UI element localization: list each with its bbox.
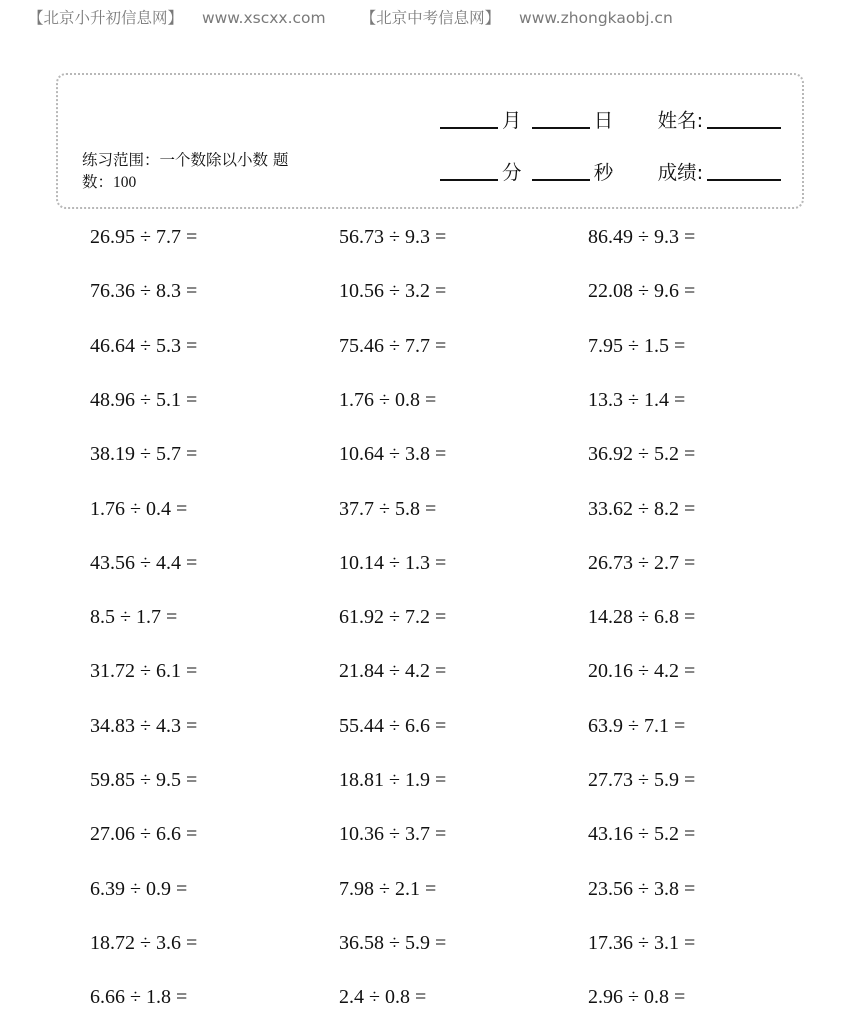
problem-item: 2.96 ÷ 0.8 = xyxy=(588,986,686,1008)
problem-item: 23.56 ÷ 3.8 = xyxy=(588,878,696,900)
problem-item: 56.73 ÷ 9.3 = xyxy=(339,226,447,248)
problem-item: 17.36 ÷ 3.1 = xyxy=(588,932,696,954)
problem-item: 55.44 ÷ 6.6 = xyxy=(339,715,447,737)
problem-item: 61.92 ÷ 7.2 = xyxy=(339,606,447,628)
problem-item: 76.36 ÷ 8.3 = xyxy=(90,280,198,302)
day-label: 日 xyxy=(593,109,614,132)
month-label: 月 xyxy=(502,109,522,132)
name-label: 姓名: xyxy=(657,109,704,132)
problem-item: 18.81 ÷ 1.9 = xyxy=(339,769,447,791)
score-label: 成绩: xyxy=(657,161,704,184)
problem-item: 18.72 ÷ 3.6 = xyxy=(90,932,198,954)
problem-item: 6.66 ÷ 1.8 = xyxy=(90,986,188,1008)
problem-item: 10.64 ÷ 3.8 = xyxy=(339,443,447,465)
problem-item: 34.83 ÷ 4.3 = xyxy=(90,715,198,737)
problem-item: 27.06 ÷ 6.6 = xyxy=(90,823,198,845)
problem-item: 7.98 ÷ 2.1 = xyxy=(339,878,437,900)
problem-item: 2.4 ÷ 0.8 = xyxy=(339,986,427,1008)
problem-item: 10.14 ÷ 1.3 = xyxy=(339,552,447,574)
problem-item: 7.95 ÷ 1.5 = xyxy=(588,335,686,357)
problem-item: 75.46 ÷ 7.7 = xyxy=(339,335,447,357)
problem-item: 14.28 ÷ 6.8 = xyxy=(588,606,696,628)
site2-url: www.zhongkaobj.cn xyxy=(519,9,673,27)
site2-name: 【北京中考信息网】 xyxy=(360,9,501,27)
site1-url: www.xscxx.com xyxy=(201,9,326,27)
problem-item: 38.19 ÷ 5.7 = xyxy=(90,443,198,465)
problem-item: 46.64 ÷ 5.3 = xyxy=(90,335,198,357)
problem-item: 63.9 ÷ 7.1 = xyxy=(588,715,686,737)
problem-item: 22.08 ÷ 9.6 = xyxy=(588,280,696,302)
site1-name: 【北京小升初信息网】 xyxy=(28,9,184,27)
problem-item: 1.76 ÷ 0.8 = xyxy=(339,389,437,411)
problem-item: 6.39 ÷ 0.9 = xyxy=(90,878,188,900)
problem-item: 8.5 ÷ 1.7 = xyxy=(90,606,178,628)
problem-item: 33.62 ÷ 8.2 = xyxy=(588,498,696,520)
problem-item: 27.73 ÷ 5.9 = xyxy=(588,769,696,791)
problem-item: 48.96 ÷ 5.1 = xyxy=(90,389,198,411)
problem-item: 13.3 ÷ 1.4 = xyxy=(588,389,686,411)
minute-label: 分 xyxy=(502,161,522,184)
count-label: 数： xyxy=(82,173,114,191)
problem-item: 59.85 ÷ 9.5 = xyxy=(90,769,198,791)
count-value: 100 xyxy=(113,174,137,191)
problem-item: 36.58 ÷ 5.9 = xyxy=(339,932,447,954)
problem-item: 86.49 ÷ 9.3 = xyxy=(588,226,696,248)
problem-item: 36.92 ÷ 5.2 = xyxy=(588,443,696,465)
problem-item: 37.7 ÷ 5.8 = xyxy=(339,498,437,520)
range-label: 练习范围：一个数除以小数 题 xyxy=(82,151,289,169)
problem-item: 26.73 ÷ 2.7 = xyxy=(588,552,696,574)
problem-item: 26.95 ÷ 7.7 = xyxy=(90,226,198,248)
problem-item: 1.76 ÷ 0.4 = xyxy=(90,498,188,520)
problem-item: 43.16 ÷ 5.2 = xyxy=(588,823,696,845)
problem-item: 43.56 ÷ 4.4 = xyxy=(90,552,198,574)
problem-item: 21.84 ÷ 4.2 = xyxy=(339,660,447,682)
problem-item: 10.56 ÷ 3.2 = xyxy=(339,280,447,302)
problem-item: 20.16 ÷ 4.2 = xyxy=(588,660,696,682)
problem-item: 31.72 ÷ 6.1 = xyxy=(90,660,198,682)
problem-item: 10.36 ÷ 3.7 = xyxy=(339,823,447,845)
second-label: 秒 xyxy=(593,161,614,184)
